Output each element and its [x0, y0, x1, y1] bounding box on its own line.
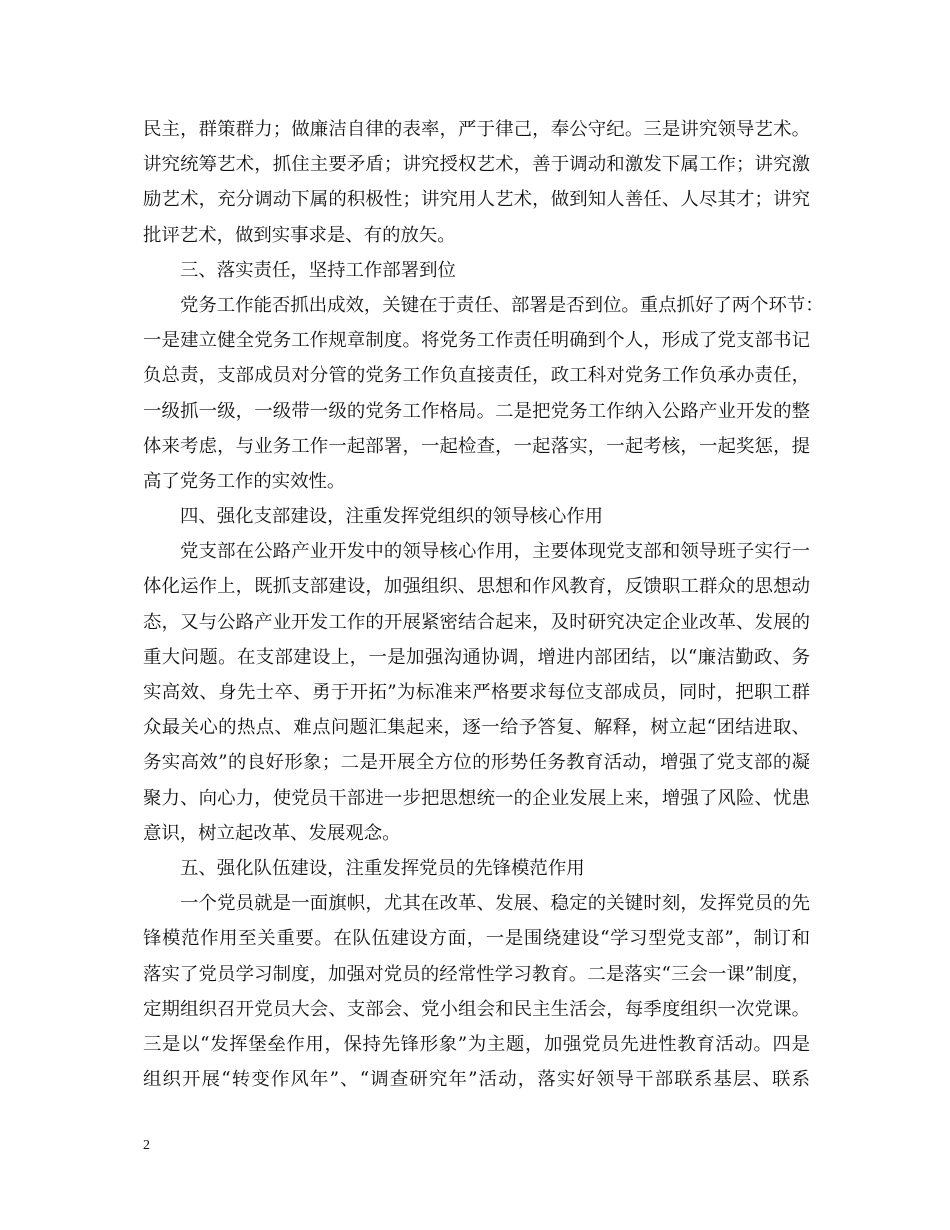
body-line-24: 锋模范作用至关重要。在队伍建设方面，一是围绕建设“学习型党支部”，制订和	[143, 928, 810, 950]
body-line-6: 党务工作能否抓出成效，关键在于责任、部署是否到位。重点抓好了两个环节：	[180, 294, 824, 316]
body-line-20: 聚力、向心力，使党员干部进一步把思想统一的企业发展上来，增强了风险、忧患	[143, 787, 810, 809]
body-line-23: 一个党员就是一面旗帜，尤其在改革、发展、稳定的关键时刻，发挥党员的先	[180, 893, 810, 915]
body-line-25: 落实了党员学习制度，加强对党员的经常性学习教育。二是落实“三会一课”制度，	[143, 963, 810, 985]
section-heading-4: 四、强化支部建设，注重发挥党组织的领导核心作用	[180, 506, 603, 528]
section-heading-3: 三、落实责任，坚持工作部署到位	[180, 259, 456, 281]
section-heading-5: 五、强化队伍建设，注重发挥党员的先锋模范作用	[180, 857, 585, 879]
body-line-10: 体来考虑，与业务工作一起部署，一起检查，一起落实，一起考核，一起奖惩，提	[143, 435, 810, 457]
body-line-27: 三是以“发挥堡垒作用，保持先锋形象”为主题，加强党员先进性教育活动。四是	[143, 1033, 810, 1055]
body-line-19: 务实高效”的良好形象；二是开展全方位的形势任务教育活动，增强了党支部的凝	[143, 752, 810, 774]
body-line-26: 定期组织召开党员大会、支部会、党小组会和民主生活会，每季度组织一次党课。	[143, 998, 810, 1020]
body-line-13: 党支部在公路产业开发中的领导核心作用，主要体现党支部和领导班子实行一	[180, 541, 810, 563]
body-line-18: 众最关心的热点、难点问题汇集起来，逐一给予答复、解释，树立起“团结进取、	[143, 717, 810, 739]
body-line-1: 民主，群策群力；做廉洁自律的表率，严于律己，奉公守纪。三是讲究领导艺术。	[143, 119, 810, 140]
page-number: 2	[143, 1138, 150, 1153]
body-line-9: 一级抓一级，一级带一级的党务工作格局。二是把党务工作纳入公路产业开发的整	[143, 400, 810, 422]
body-line-3: 励艺术，充分调动下属的积极性；讲究用人艺术，做到知人善任、人尽其才；讲究	[143, 189, 810, 211]
body-line-14: 体化运作上，既抓支部建设，加强组织、思想和作风教育，反馈职工群众的思想动	[143, 576, 810, 598]
body-line-7: 一是建立健全党务工作规章制度。将党务工作责任明确到个人，形成了党支部书记	[143, 330, 810, 352]
body-line-15: 态，又与公路产业开发工作的开展紧密结合起来，及时研究决定企业改革、发展的	[143, 611, 810, 633]
body-line-16: 重大问题。在支部建设上，一是加强沟通协调，增进内部团结，以“廉洁勤政、务	[143, 646, 810, 668]
document-body	[143, 112, 824, 1097]
body-line-28: 组织开展“转变作风年”、“调查研究年”活动，落实好领导干部联系基层、联系	[143, 1069, 810, 1091]
body-line-4: 批评艺术，做到实事求是、有的放矢。	[143, 224, 456, 246]
body-line-17: 实高效、身先士卒、勇于开拓”为标准来严格要求每位支部成员，同时，把职工群	[143, 682, 810, 703]
body-line-2: 讲究统筹艺术，抓住主要矛盾；讲究授权艺术，善于调动和激发下属工作；讲究激	[143, 154, 810, 176]
body-line-8: 负总责，支部成员对分管的党务工作负直接责任，政工科对党务工作负承办责任，	[143, 365, 810, 387]
body-line-11: 高了党务工作的实效性。	[143, 470, 346, 492]
body-line-21: 意识，树立起改革、发展观念。	[143, 822, 401, 844]
